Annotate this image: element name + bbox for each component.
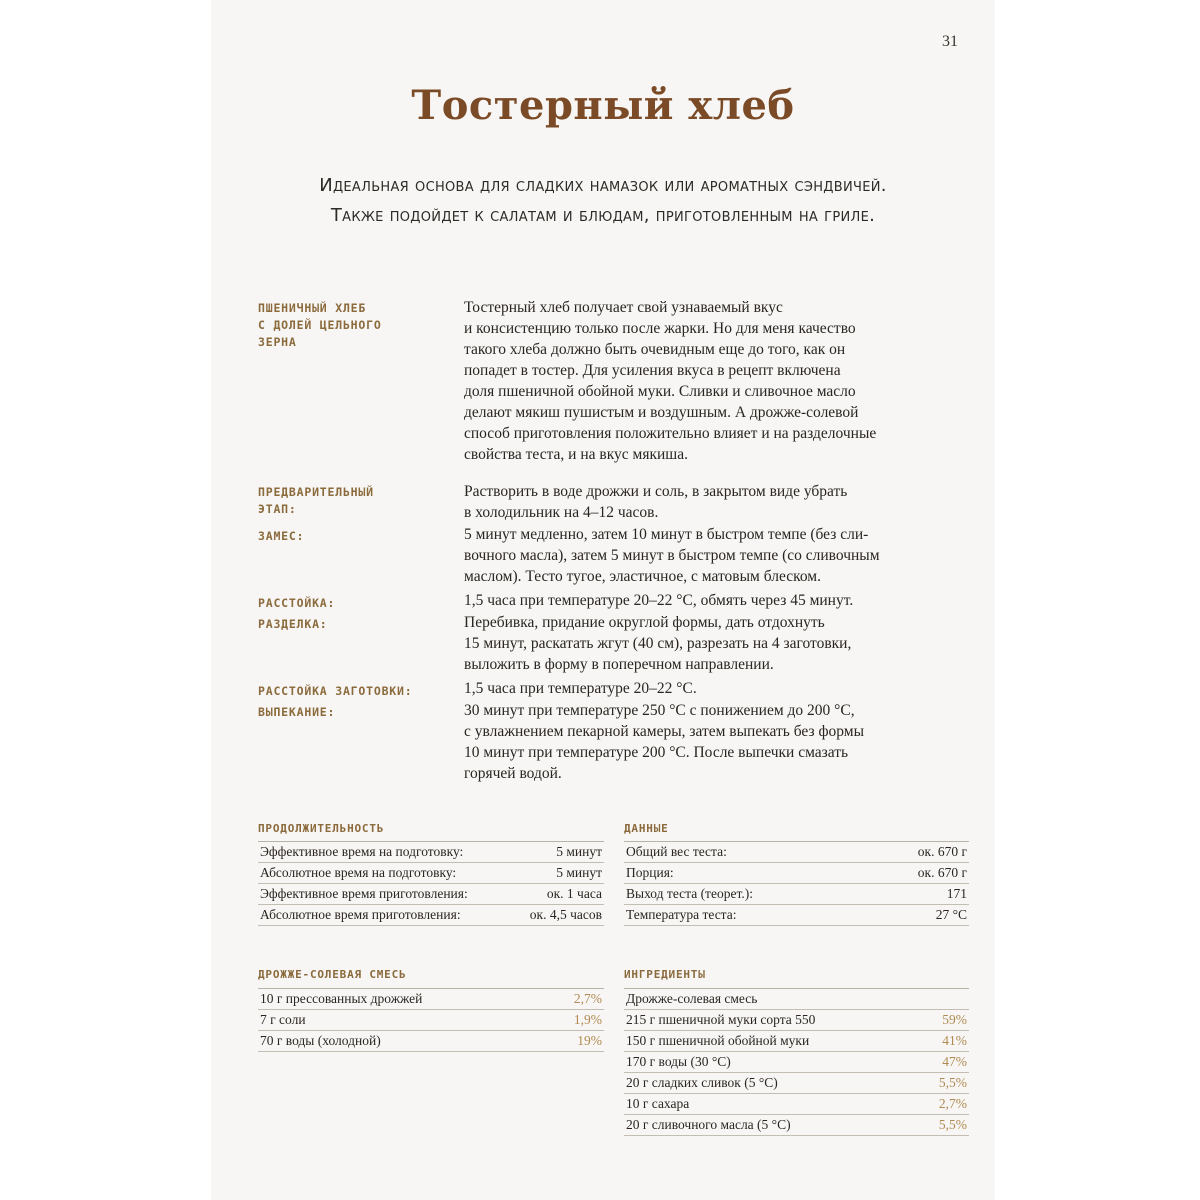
intro-label-line: С ДОЛЕЙ ЦЕЛЬНОГО bbox=[258, 318, 382, 332]
row-key: 10 г сахара bbox=[626, 1096, 690, 1111]
table-row bbox=[624, 1073, 969, 1094]
row-percent: 19% bbox=[577, 1033, 602, 1048]
row-key: 215 г пшеничной муки сорта 550 bbox=[626, 1012, 816, 1027]
step-line: Растворить в воде дрожжи и соль, в закрытом виде убрать bbox=[464, 483, 848, 500]
intro-line: Тостерный хлеб получает свой узнаваемый вкус bbox=[464, 299, 783, 316]
row-key: 7 г соли bbox=[260, 1012, 306, 1027]
row-key: Дрожже-солевая смесь bbox=[626, 991, 758, 1006]
ingredients-table bbox=[624, 988, 969, 1136]
intro-label-line: ПШЕНИЧНЫЙ ХЛЕБ bbox=[258, 301, 367, 315]
row-key: 10 г прессованных дрожжей bbox=[260, 991, 423, 1006]
stats-table bbox=[624, 841, 969, 926]
intro-label bbox=[258, 300, 382, 351]
row-value: 5 минут bbox=[556, 865, 602, 880]
duration-heading: ПРОДОЛЖИТЕЛЬНОСТЬ bbox=[258, 822, 385, 835]
subtitle bbox=[252, 171, 954, 231]
step-line: 1,5 часа при температуре 20–22 °С, обмять через 45 минут. bbox=[464, 592, 854, 609]
row-key: Эффективное время приготовления: bbox=[260, 886, 468, 901]
row-key: 170 г воды (30 °С) bbox=[626, 1054, 731, 1069]
table-row bbox=[258, 905, 604, 926]
table-row bbox=[624, 1115, 969, 1136]
stats-heading: ДАННЫЕ bbox=[624, 822, 669, 835]
intro-line: способ приготовления положительно влияет и на разделочные bbox=[464, 425, 877, 442]
duration-table bbox=[258, 841, 604, 926]
intro-line: и консистенцию только после жарки. Но для меня качество bbox=[464, 320, 856, 337]
row-value: 171 bbox=[946, 886, 967, 901]
row-percent: 5,5% bbox=[938, 1075, 967, 1090]
ingredients-heading: ИНГРЕДИЕНТЫ bbox=[624, 968, 706, 981]
intro-line: свойства теста, и на вкус мякиша. bbox=[464, 446, 688, 463]
step-label-line: ПРЕДВАРИТЕЛЬНЫЙ bbox=[258, 485, 374, 499]
table-row bbox=[624, 989, 969, 1010]
step-text-proofing bbox=[464, 590, 964, 611]
intro-label-line: ЗЕРНА bbox=[258, 335, 297, 349]
row-key: Абсолютное время на подготовку: bbox=[260, 865, 457, 880]
row-key: 20 г сливочного масла (5 °С) bbox=[626, 1117, 791, 1132]
table-row bbox=[258, 989, 604, 1010]
subtitle-line: Идеальная основа для сладких намазок или ароматных сэндвичей. bbox=[319, 175, 887, 196]
step-text-final-proofing bbox=[464, 678, 964, 699]
row-value: ок. 4,5 часов bbox=[529, 907, 602, 922]
step-label-line: ЭТАП: bbox=[258, 502, 297, 516]
step-text-kneading bbox=[464, 524, 964, 587]
row-key: Абсолютное время приготовления: bbox=[260, 907, 461, 922]
row-key: 20 г сладких сливок (5 °С) bbox=[626, 1075, 778, 1090]
table-row bbox=[258, 1031, 604, 1052]
yeast-salt-table bbox=[258, 988, 604, 1052]
row-value: ок. 670 г bbox=[917, 865, 967, 880]
intro-line: доля пшеничной обойной муки. Сливки и сливочное масло bbox=[464, 383, 856, 400]
step-label-line: РАССТОЙКА: bbox=[258, 596, 336, 610]
step-line: маслом). Тесто тугое, эластичное, с матовым блеском. bbox=[464, 568, 821, 585]
step-text-shaping bbox=[464, 612, 964, 675]
row-value: 5 минут bbox=[556, 844, 602, 859]
row-value: ок. 1 часа bbox=[546, 886, 602, 901]
table-row bbox=[258, 884, 604, 905]
row-key: Эффективное время на подготовку: bbox=[260, 844, 464, 859]
step-label-line: РАЗДЕЛКА: bbox=[258, 617, 328, 631]
row-key: Температура теста: bbox=[626, 907, 737, 922]
step-line: горячей водой. bbox=[464, 765, 562, 782]
row-value: 27 °С bbox=[935, 907, 967, 922]
row-key: 70 г воды (холодной) bbox=[260, 1033, 381, 1048]
intro-line: попадет в тостер. Для усиления вкуса в рецепт включена bbox=[464, 362, 841, 379]
table-row bbox=[258, 1010, 604, 1031]
step-label-line: РАССТОЙКА ЗАГОТОВКИ: bbox=[258, 684, 413, 698]
step-text-baking bbox=[464, 700, 964, 784]
table-row bbox=[624, 1094, 969, 1115]
step-line: вочного масла), затем 5 минут в быстром темпе (со сливочным bbox=[464, 547, 880, 564]
page-title: Тостерный хлеб bbox=[411, 82, 795, 129]
table-row bbox=[624, 1052, 969, 1073]
page-number: 31 bbox=[942, 33, 958, 50]
step-label-shaping bbox=[258, 616, 328, 633]
table-row bbox=[624, 842, 969, 863]
step-line: 15 минут, раскатать жгут (40 см), разрезать на 4 заготовки, bbox=[464, 635, 852, 652]
table-row bbox=[624, 1010, 969, 1031]
step-line: 10 минут при температуре 200 °С. После выпечки смазать bbox=[464, 744, 849, 761]
step-line: 30 минут при температуре 250 °С с понижением до 200 °С, bbox=[464, 702, 855, 719]
step-line: 5 минут медленно, затем 10 минут в быстром темпе (без сли- bbox=[464, 526, 869, 543]
row-value: ок. 670 г bbox=[917, 844, 967, 859]
step-line: в холодильник на 4–12 часов. bbox=[464, 504, 659, 521]
step-label-line: ВЫПЕКАНИЕ: bbox=[258, 705, 336, 719]
row-percent: 41% bbox=[942, 1033, 967, 1048]
yeast-salt-heading: ДРОЖЖЕ-СОЛЕВАЯ СМЕСЬ bbox=[258, 968, 407, 981]
book-page bbox=[212, 0, 994, 1200]
table-row bbox=[624, 884, 969, 905]
row-key: Порция: bbox=[626, 865, 674, 880]
table-row bbox=[624, 905, 969, 926]
table-row bbox=[258, 863, 604, 884]
table-row bbox=[624, 863, 969, 884]
table-row bbox=[258, 842, 604, 863]
subtitle-line: Также подойдет к салатам и блюдам, приготовленным на гриле. bbox=[330, 205, 876, 226]
intro-line: такого хлеба должно быть очевидным еще до того, как он bbox=[464, 341, 846, 358]
step-label-baking bbox=[258, 704, 335, 721]
step-line: Перебивка, придание округлой формы, дать отдохнуть bbox=[464, 614, 825, 631]
row-key: 150 г пшеничной обойной муки bbox=[626, 1033, 810, 1048]
table-row bbox=[624, 1031, 969, 1052]
row-key: Общий вес теста: bbox=[626, 844, 727, 859]
step-line: выложить в форму в поперечном направлении. bbox=[464, 656, 774, 673]
step-label-line: ЗАМЕС: bbox=[258, 529, 305, 543]
row-percent: 2,7% bbox=[573, 991, 602, 1006]
step-label-kneading bbox=[258, 528, 304, 545]
intro-line: делают мякиш пушистым и воздушным. А дрожже-солевой bbox=[464, 404, 859, 421]
step-label-preliminary bbox=[258, 484, 374, 518]
row-percent: 5,5% bbox=[938, 1117, 967, 1132]
row-percent: 2,7% bbox=[938, 1096, 967, 1111]
step-line: 1,5 часа при температуре 20–22 °С. bbox=[464, 680, 697, 697]
row-percent: 47% bbox=[942, 1054, 967, 1069]
step-text-preliminary bbox=[464, 481, 964, 523]
row-percent: 1,9% bbox=[573, 1012, 602, 1027]
row-percent: 59% bbox=[942, 1012, 967, 1027]
step-line: с увлажнением пекарной камеры, затем выпекать без формы bbox=[464, 723, 864, 740]
step-label-proofing bbox=[258, 595, 335, 612]
intro-text bbox=[464, 297, 964, 465]
step-label-final-proofing bbox=[258, 683, 412, 700]
row-key: Выход теста (теорет.): bbox=[626, 886, 753, 901]
